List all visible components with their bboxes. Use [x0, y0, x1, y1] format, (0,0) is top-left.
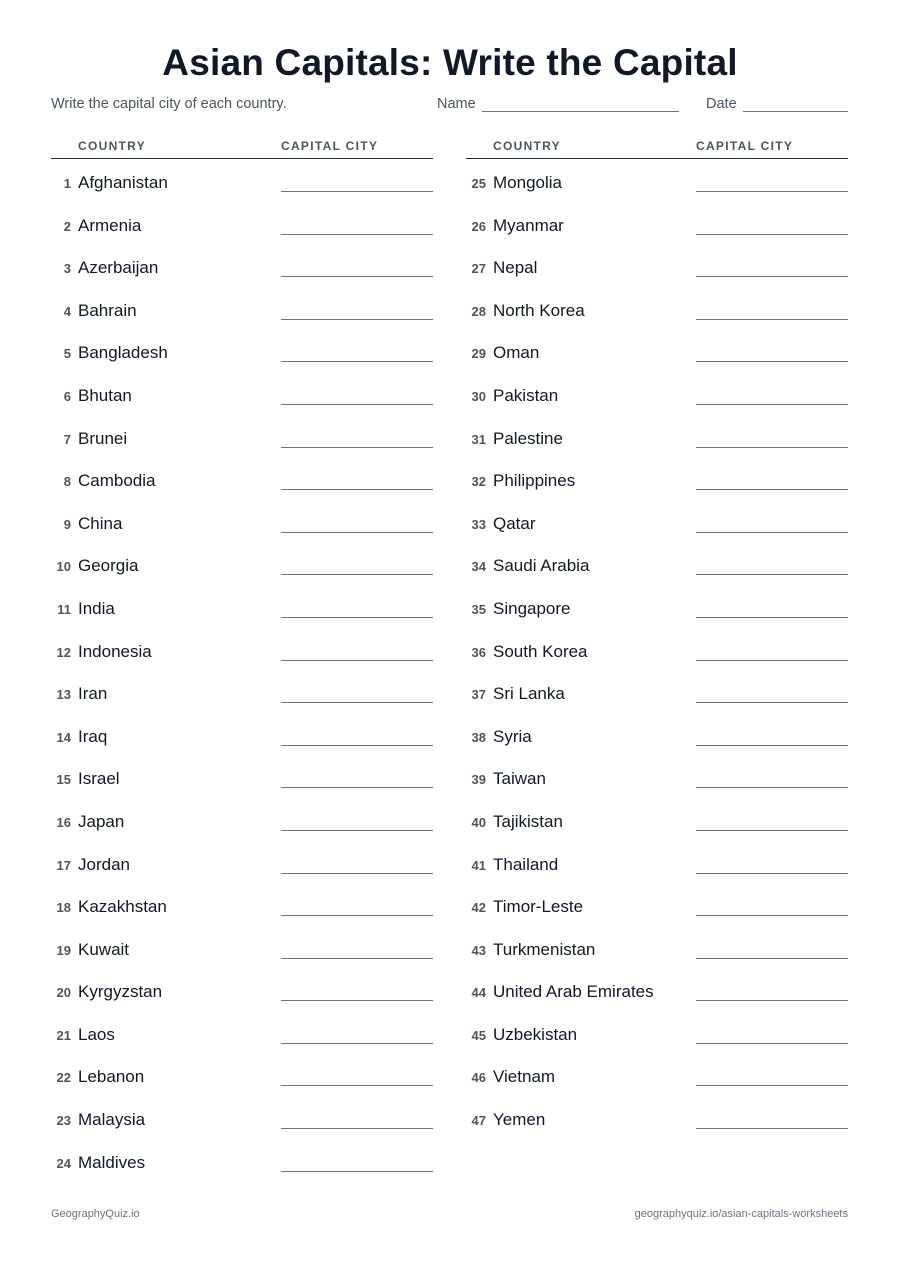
- capital-answer-field[interactable]: [281, 1128, 433, 1129]
- capital-answer-field[interactable]: [281, 191, 433, 192]
- list-item: [51, 1096, 433, 1139]
- country-name: Qatar: [493, 513, 536, 533]
- country-name: Oman: [493, 343, 540, 363]
- list-item: [51, 628, 433, 671]
- list-item: [466, 755, 848, 798]
- capital-answer-field[interactable]: [281, 787, 433, 788]
- country-name: Mongolia: [493, 173, 562, 192]
- capital-answer-field[interactable]: [696, 617, 848, 618]
- country-name: China: [78, 513, 123, 533]
- country-name: Palestine: [493, 428, 563, 448]
- question-number: 10: [56, 559, 71, 575]
- country-name: India: [78, 598, 115, 618]
- list-item: [466, 585, 848, 628]
- list-item: [466, 713, 848, 756]
- country-name: Pakistan: [493, 385, 559, 405]
- list-item: [466, 329, 848, 372]
- question-number: 21: [56, 1027, 71, 1043]
- question-number: 5: [63, 346, 71, 362]
- question-number: 7: [63, 431, 71, 447]
- capital-answer-field[interactable]: [696, 915, 848, 916]
- question-number: 43: [471, 942, 486, 958]
- capital-answer-field[interactable]: [696, 319, 848, 320]
- list-item: [466, 1096, 848, 1139]
- list-item: [51, 244, 433, 287]
- question-number: 18: [56, 900, 71, 916]
- capital-answer-field[interactable]: [696, 1128, 848, 1129]
- list-item: [466, 1053, 848, 1096]
- left-column: [51, 138, 433, 1181]
- country-name: Thailand: [493, 854, 559, 874]
- question-number: 2: [63, 218, 71, 234]
- capital-answer-field[interactable]: [281, 617, 433, 618]
- list-item: [51, 670, 433, 713]
- list-item: [466, 372, 848, 415]
- date-field[interactable]: [743, 111, 848, 112]
- country-name: Georgia: [78, 556, 139, 576]
- capital-answer-field[interactable]: [696, 532, 848, 533]
- question-number: 16: [56, 814, 71, 830]
- list-item: [466, 1011, 848, 1054]
- list-item: [51, 329, 433, 372]
- question-number: 34: [471, 559, 486, 575]
- question-number: 47: [471, 1113, 486, 1129]
- question-number: 30: [471, 388, 486, 404]
- country-name: Afghanistan: [78, 173, 168, 192]
- capital-answer-field[interactable]: [281, 574, 433, 575]
- country-name: Timor-Leste: [493, 897, 584, 917]
- capital-answer-field[interactable]: [696, 276, 848, 277]
- column-header: [51, 138, 433, 159]
- capital-answer-field[interactable]: [696, 191, 848, 192]
- question-number: 36: [471, 644, 486, 660]
- country-name: Uzbekistan: [493, 1024, 578, 1044]
- list-item: [466, 841, 848, 884]
- footer-url: geographyquiz.io/asian-capitals-worksheets: [634, 1208, 848, 1220]
- list-item: [51, 159, 433, 202]
- capital-header: CAPITAL CITY: [696, 139, 794, 153]
- list-item: [466, 542, 848, 585]
- question-number: 14: [56, 729, 71, 745]
- question-number: 24: [56, 1155, 71, 1171]
- country-name: Tajikistan: [493, 811, 563, 831]
- question-number: 35: [471, 601, 486, 617]
- country-name: Turkmenistan: [493, 939, 596, 959]
- list-item: [466, 415, 848, 458]
- question-number: 37: [471, 687, 486, 703]
- capital-answer-field[interactable]: [281, 276, 433, 277]
- list-item: [466, 883, 848, 926]
- left-rows: [51, 159, 433, 1181]
- country-name: Iraq: [78, 726, 108, 746]
- capital-answer-field[interactable]: [696, 702, 848, 703]
- country-name: Azerbaijan: [78, 258, 159, 278]
- question-number: 3: [63, 261, 71, 277]
- column-header: [466, 138, 848, 159]
- country-name: Bangladesh: [78, 343, 168, 363]
- country-header: COUNTRY: [78, 139, 146, 153]
- capital-answer-field[interactable]: [281, 1171, 433, 1172]
- list-item: [51, 542, 433, 585]
- question-number: 15: [56, 772, 71, 788]
- country-name: Lebanon: [78, 1067, 145, 1087]
- question-number: 1: [63, 176, 71, 191]
- list-item: [51, 457, 433, 500]
- question-number: 20: [56, 985, 71, 1001]
- capital-answer-field[interactable]: [281, 1000, 433, 1001]
- question-number: 12: [56, 644, 71, 660]
- capital-answer-field[interactable]: [281, 702, 433, 703]
- date-label: Date: [706, 96, 737, 112]
- capital-answer-field[interactable]: [696, 660, 848, 661]
- country-name: Yemen: [493, 1110, 546, 1130]
- list-item: [51, 883, 433, 926]
- capital-answer-field[interactable]: [696, 873, 848, 874]
- list-item: [51, 841, 433, 884]
- list-item: [466, 287, 848, 330]
- list-item: [466, 244, 848, 287]
- capital-answer-field[interactable]: [696, 489, 848, 490]
- question-number: 28: [471, 303, 486, 319]
- question-number: 27: [471, 261, 486, 277]
- list-item: [51, 415, 433, 458]
- list-item: [466, 628, 848, 671]
- capital-answer-field[interactable]: [281, 1085, 433, 1086]
- name-field[interactable]: [482, 111, 679, 112]
- capital-answer-field[interactable]: [281, 319, 433, 320]
- capital-answer-field[interactable]: [281, 660, 433, 661]
- list-item: [466, 202, 848, 245]
- capital-header: CAPITAL CITY: [281, 139, 379, 153]
- country-name: Taiwan: [493, 769, 546, 789]
- footer-brand: GeographyQuiz.io: [51, 1208, 140, 1220]
- question-number: 45: [471, 1027, 486, 1043]
- capital-answer-field[interactable]: [696, 1000, 848, 1001]
- country-name: Kuwait: [78, 939, 130, 959]
- country-name: Laos: [78, 1024, 115, 1044]
- list-item: [466, 500, 848, 543]
- question-number: 22: [56, 1070, 71, 1086]
- country-name: Brunei: [78, 428, 128, 448]
- list-item: [51, 926, 433, 969]
- capital-answer-field[interactable]: [696, 1085, 848, 1086]
- capital-answer-field[interactable]: [696, 574, 848, 575]
- country-name: Japan: [78, 811, 125, 831]
- country-name: Armenia: [78, 215, 142, 235]
- list-item: [51, 755, 433, 798]
- country-name: Bhutan: [78, 385, 132, 405]
- question-number: 33: [471, 516, 486, 532]
- question-number: 39: [471, 772, 486, 788]
- country-name: Malaysia: [78, 1110, 146, 1130]
- question-number: 23: [56, 1113, 71, 1129]
- question-number: 29: [471, 346, 486, 362]
- list-item: [51, 713, 433, 756]
- list-item: [466, 968, 848, 1011]
- list-item: [51, 585, 433, 628]
- capital-answer-field[interactable]: [696, 1043, 848, 1044]
- question-number: 6: [63, 388, 71, 404]
- list-item: [466, 670, 848, 713]
- country-name: South Korea: [493, 641, 588, 661]
- capital-answer-field[interactable]: [281, 447, 433, 448]
- country-name: Vietnam: [493, 1067, 556, 1087]
- country-name: Nepal: [493, 258, 538, 278]
- list-item: [51, 202, 433, 245]
- capital-answer-field[interactable]: [281, 915, 433, 916]
- list-item: [51, 798, 433, 841]
- capital-answer-field[interactable]: [696, 404, 848, 405]
- list-item: [51, 968, 433, 1011]
- name-label: Name: [437, 96, 476, 112]
- country-name: North Korea: [493, 300, 585, 320]
- capital-answer-field[interactable]: [696, 830, 848, 831]
- country-name: Sri Lanka: [493, 684, 565, 704]
- capital-answer-field[interactable]: [281, 404, 433, 405]
- capital-answer-field[interactable]: [696, 234, 848, 235]
- country-name: Myanmar: [493, 215, 564, 235]
- country-header: COUNTRY: [493, 139, 561, 153]
- capital-answer-field[interactable]: [281, 830, 433, 831]
- capital-answer-field[interactable]: [281, 532, 433, 533]
- capital-answer-field[interactable]: [696, 958, 848, 959]
- question-number: 25: [471, 176, 486, 191]
- country-name: Iran: [78, 684, 108, 704]
- country-name: Syria: [493, 726, 532, 746]
- country-name: United Arab Emirates: [493, 982, 654, 1002]
- country-name: Cambodia: [78, 471, 156, 491]
- list-item: [466, 798, 848, 841]
- country-name: Israel: [78, 769, 120, 789]
- page-title: Asian Capitals: Write the Capital: [162, 42, 738, 83]
- country-name: Singapore: [493, 598, 571, 618]
- question-number: 31: [471, 431, 486, 447]
- question-number: 4: [63, 303, 71, 319]
- question-number: 17: [56, 857, 71, 873]
- country-name: Kyrgyzstan: [78, 982, 163, 1002]
- capital-answer-field[interactable]: [281, 745, 433, 746]
- country-name: Kazakhstan: [78, 897, 167, 917]
- question-number: 32: [471, 474, 486, 490]
- country-name: Bahrain: [78, 300, 137, 320]
- capital-answer-field[interactable]: [696, 361, 848, 362]
- question-number: 26: [471, 218, 486, 234]
- instructions: Write the capital city of each country.: [51, 96, 287, 112]
- question-number: 38: [471, 729, 486, 745]
- question-number: 8: [63, 474, 71, 490]
- question-number: 13: [56, 687, 71, 703]
- list-item: [51, 372, 433, 415]
- country-name: Saudi Arabia: [493, 556, 590, 576]
- country-name: Jordan: [78, 854, 130, 874]
- list-item: [51, 1139, 433, 1182]
- country-name: Indonesia: [78, 641, 152, 661]
- question-number: 44: [471, 985, 486, 1001]
- country-name: Philippines: [493, 471, 576, 491]
- question-number: 19: [56, 942, 71, 958]
- right-rows: [466, 159, 848, 1139]
- question-number: 40: [471, 814, 486, 830]
- capital-answer-field[interactable]: [696, 447, 848, 448]
- capital-answer-field[interactable]: [281, 1043, 433, 1044]
- capital-answer-field[interactable]: [696, 745, 848, 746]
- list-item: [466, 159, 848, 202]
- question-number: 11: [57, 601, 71, 617]
- capital-answer-field[interactable]: [281, 873, 433, 874]
- right-column: [466, 138, 848, 1139]
- question-number: 41: [471, 857, 486, 873]
- list-item: [51, 500, 433, 543]
- capital-answer-field[interactable]: [281, 958, 433, 959]
- country-name: Maldives: [78, 1152, 146, 1172]
- question-number: 9: [63, 516, 71, 532]
- list-item: [51, 1053, 433, 1096]
- list-item: [51, 287, 433, 330]
- list-item: [466, 457, 848, 500]
- question-number: 42: [471, 900, 486, 916]
- capital-answer-field[interactable]: [696, 787, 848, 788]
- list-item: [51, 1011, 433, 1054]
- capital-answer-field[interactable]: [281, 489, 433, 490]
- question-number: 46: [471, 1070, 486, 1086]
- capital-answer-field[interactable]: [281, 234, 433, 235]
- capital-answer-field[interactable]: [281, 361, 433, 362]
- list-item: [466, 926, 848, 969]
